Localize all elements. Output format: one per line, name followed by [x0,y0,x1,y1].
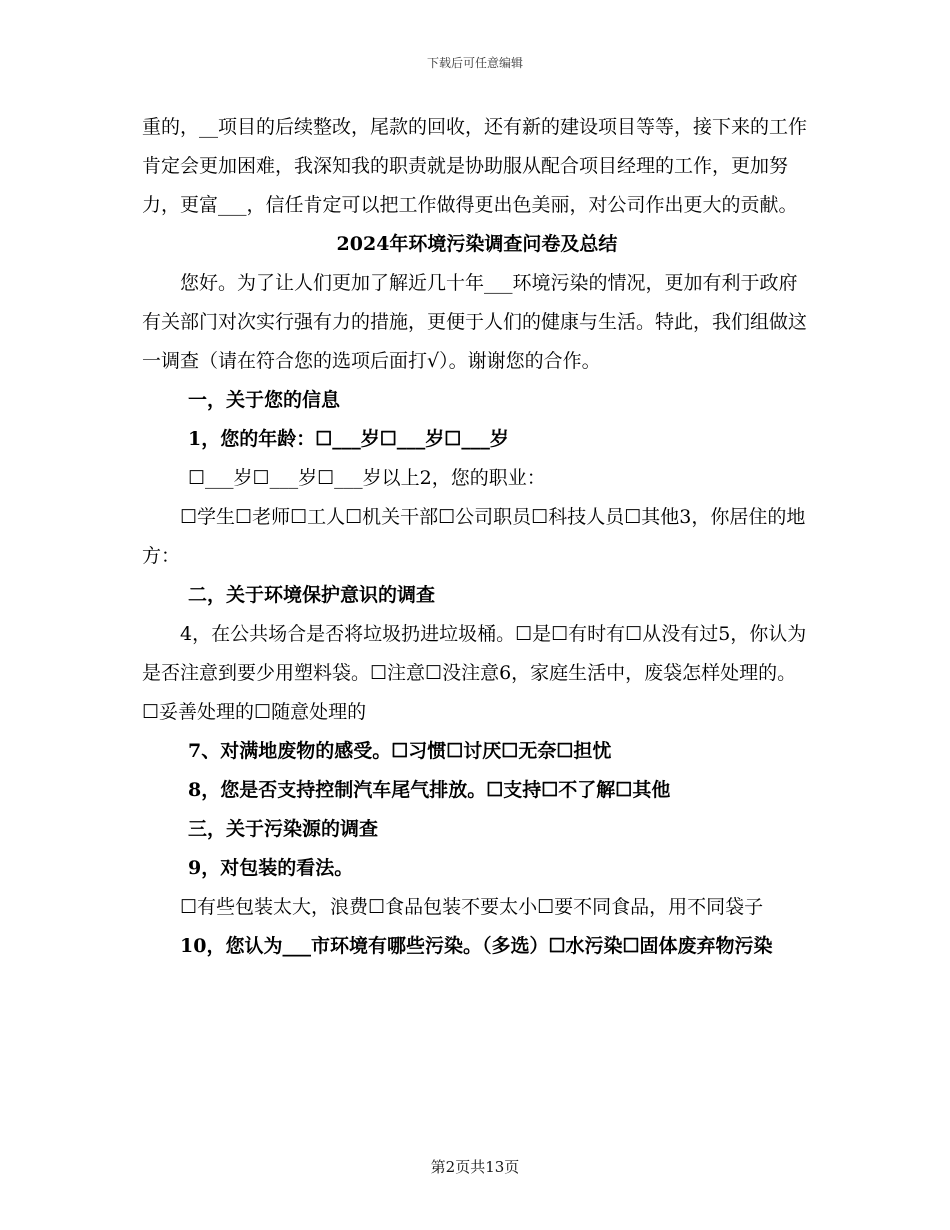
section-heading-info: 一，关于您的信息 [188,389,341,411]
document-title: 2024年环境污染调查问卷及总结 [336,233,618,255]
question-packaging-options: ☐有些包装太大，浪费☐食品包装不要太小☐要不同食品，用不同袋子 [180,896,764,918]
section-heading-pollution-source: 三，关于污染源的调查 [188,818,379,840]
section-heading-awareness: 二，关于环境保护意识的调查 [188,584,436,606]
question-garbage: 4，在公共场合是否将垃圾扔进垃圾桶。☐是☐有时有☐从没有过5，你认为是否注意到要少用塑料袋。☐注意☐没注意6，家庭生活中，废袋怎样处理的。☐妥善处理的☐随意处理的 [142,623,807,723]
question-waste-feeling: 7、对满地废物的感受。☐习惯☐讨厌☐无奈☐担忧 [188,740,612,762]
question-age: 1，您的年龄：☐___岁☐___岁☐___岁 [188,428,509,450]
question-packaging: 9，对包装的看法。 [188,857,354,879]
question-exhaust: 8，您是否支持控制汽车尾气排放。☐支持☐不了解☐其他 [188,779,671,801]
question-age-continued: ☐___岁☐___岁☐___岁以上2，您的职业： [188,467,546,489]
page-header: 下载后可任意编辑 [426,56,523,70]
question-occupation: ☐学生☐老师☐工人☐机关干部☐公司职员☐科技人员☐其他3，你居住的地方： [142,506,806,567]
document-body [142,108,812,966]
survey-intro: 您好。为了让人们更加了解近几十年___环境污染的情况，更加有利于政府有关部门对次实行强有力的措施，更便于人们的健康与生活。特此，我们组做这一调查（请在符合您的选项后面打√）。谢谢您的合作。 [142,272,808,372]
page-footer: 第2页共13页 [430,1158,520,1176]
paragraph-continuation: 重的，__项目的后续整改，尾款的回收，还有新的建设项目等等，接下来的工作肯定会更加困难，我深知我的职责就是协助服从配合项目经理的工作，更加努力，更富___，信任肯定可以把工作做得更出色美丽，对公司作出更大的贡献。 [142,116,808,216]
question-city-pollution: 10，您认为___市环境有哪些污染。（多选）☐水污染☐固体废弃物污染 [180,935,773,957]
